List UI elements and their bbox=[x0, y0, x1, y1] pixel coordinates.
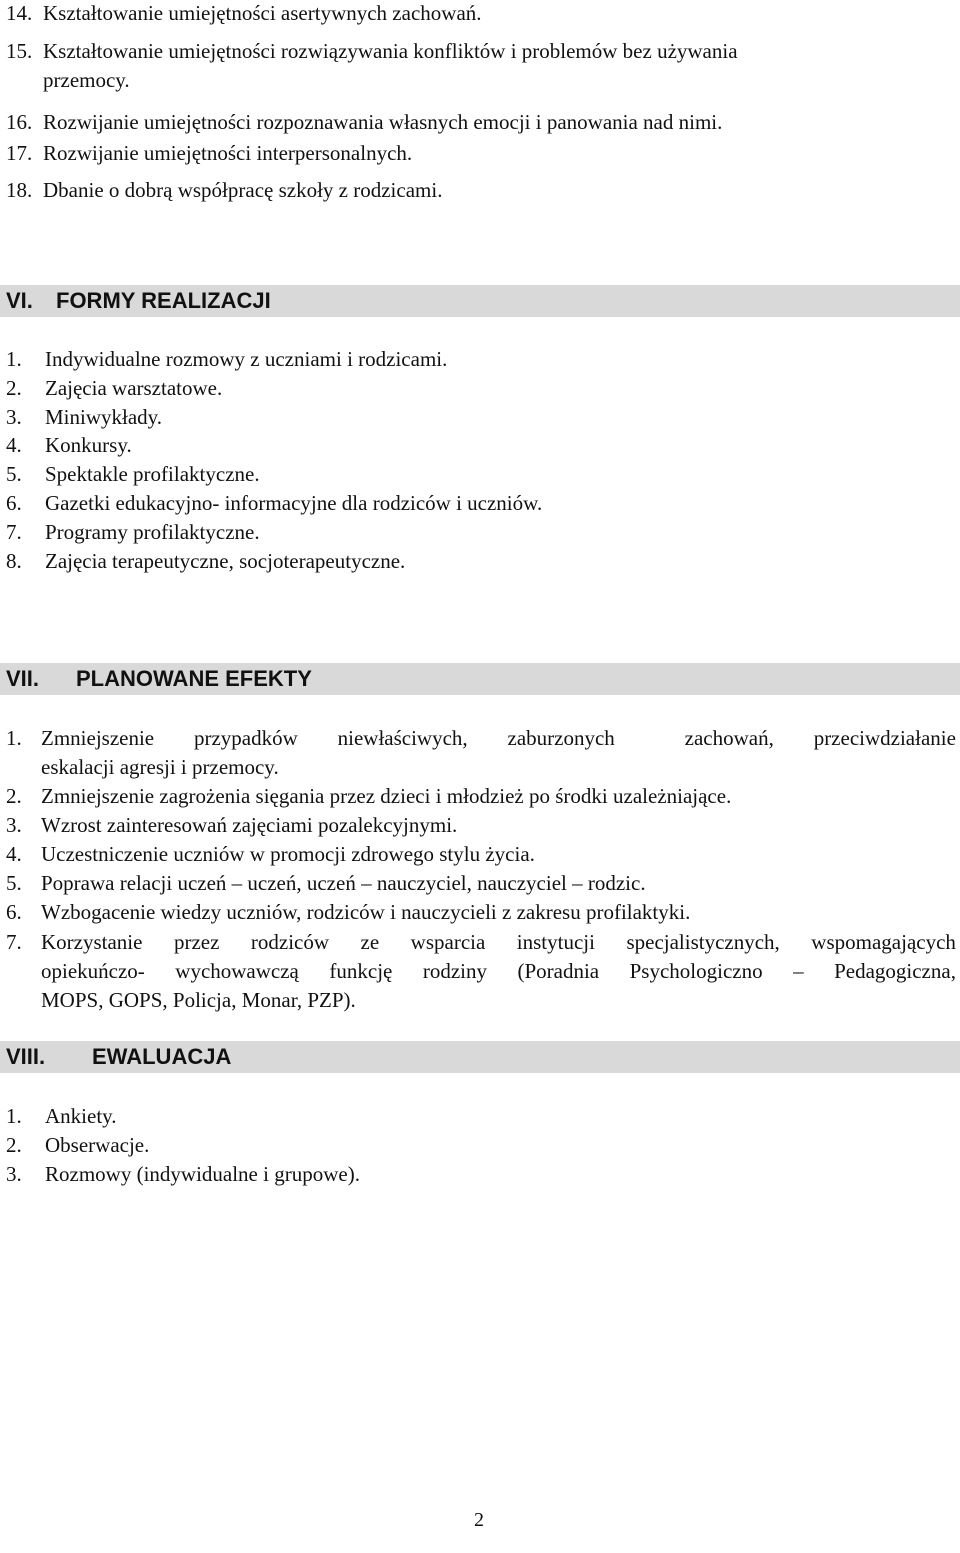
justified-line: opiekuńczo- wychowawczą funkcję rodziny (Poradnia Psychologiczno – Pedagogiczna, bbox=[41, 959, 956, 983]
section-number: VII. bbox=[6, 666, 40, 691]
justified-line: Korzystanie przez rodziców ze wsparcia instytucji specjalistycznych, wspomagających bbox=[41, 930, 956, 954]
list-item: 8. Zajęcia terapeutyczne, socjoterapeutyczne. bbox=[6, 549, 406, 573]
section-number: VI. bbox=[6, 288, 33, 313]
list-item: 3. Rozmowy (indywidualne i grupowe). bbox=[6, 1162, 360, 1186]
list-text: Dbanie o dobrą współpracę szkoły z rodzicami. bbox=[43, 178, 443, 202]
list-item bbox=[6, 140, 412, 166]
list-item bbox=[6, 109, 722, 135]
list-item: 3. Wzrost zainteresowań zajęciami pozalekcyjnymi. bbox=[6, 813, 458, 837]
list-item: 4. Konkursy. bbox=[6, 433, 132, 457]
list-item: 1. Ankiety. bbox=[6, 1104, 117, 1128]
list-item: 4. Uczestniczenie uczniów w promocji zdrowego stylu życia. bbox=[6, 842, 535, 866]
list-text: przemocy. bbox=[43, 68, 130, 92]
list-number: 17. bbox=[6, 141, 33, 165]
list-text: Kształtowanie umiejętności asertywnych zachowań. bbox=[43, 1, 482, 25]
list-number: 18. bbox=[6, 178, 33, 202]
list-item bbox=[6, 38, 738, 64]
list-item: 2. Obserwacje. bbox=[6, 1133, 150, 1157]
justified-line: Zmniejszenie przypadków niewłaściwych, zaburzonych zachowań, przeciwdziałanie bbox=[41, 726, 956, 750]
list-text: Kształtowanie umiejętności rozwiązywania konfliktów i problemów bez używania bbox=[43, 39, 738, 63]
list-item: 5. Spektakle profilaktyczne. bbox=[6, 462, 260, 486]
section-title: FORMY REALIZACJI bbox=[56, 288, 271, 313]
list-item-continuation bbox=[43, 67, 130, 93]
list-item bbox=[6, 177, 442, 203]
list-item: 3. Miniwykłady. bbox=[6, 405, 163, 429]
section-number: VIII. bbox=[6, 1044, 46, 1069]
list-number: 16. bbox=[6, 110, 33, 134]
list-item-continuation: eskalacji agresji i przemocy. bbox=[41, 755, 279, 779]
page-number: 2 bbox=[474, 1509, 484, 1531]
list-item: 2. Zajęcia warsztatowe. bbox=[6, 376, 223, 400]
list-text: Rozwijanie umiejętności interpersonalnych. bbox=[43, 141, 413, 165]
list-number: 1. bbox=[6, 726, 22, 750]
list-item: 7. Programy profilaktyczne. bbox=[6, 520, 260, 544]
list-text: Rozwijanie umiejętności rozpoznawania własnych emocji i panowania nad nimi. bbox=[43, 110, 723, 134]
list-item-continuation: MOPS, GOPS, Policja, Monar, PZP). bbox=[41, 988, 356, 1012]
list-number: 14. bbox=[6, 1, 33, 25]
list-item: 1. Indywidualne rozmowy z uczniami i rodzicami. bbox=[6, 347, 448, 371]
list-item: 6. Wzbogacenie wiedzy uczniów, rodziców i nauczycieli z zakresu profilaktyki. bbox=[6, 900, 691, 924]
section-title: PLANOWANE EFEKTY bbox=[76, 666, 312, 691]
list-item bbox=[6, 0, 482, 26]
list-item: 2. Zmniejszenie zagrożenia sięgania przez dzieci i młodzież po środki uzależniające. bbox=[6, 784, 732, 808]
list-number: 15. bbox=[6, 39, 33, 63]
list-number: 7. bbox=[6, 930, 22, 954]
section-title: EWALUACJA bbox=[92, 1044, 232, 1069]
list-item: 5. Poprawa relacji uczeń – uczeń, uczeń – nauczyciel, nauczyciel – rodzic. bbox=[6, 871, 646, 895]
list-item: 6. Gazetki edukacyjno- informacyjne dla rodziców i uczniów. bbox=[6, 491, 543, 515]
